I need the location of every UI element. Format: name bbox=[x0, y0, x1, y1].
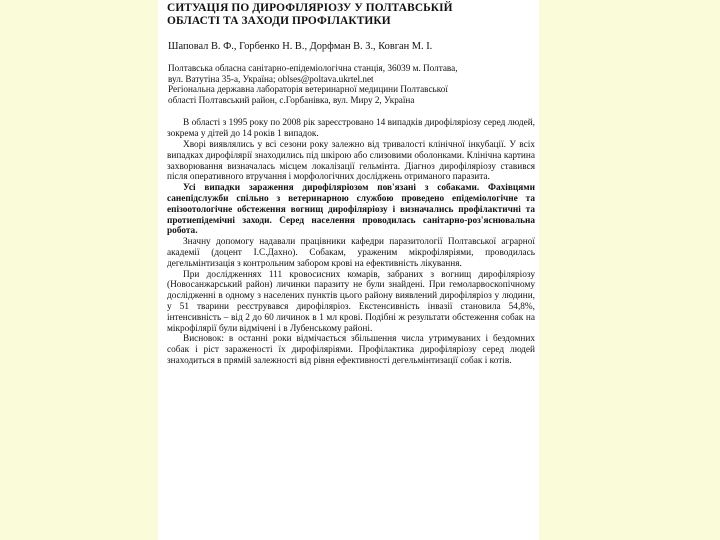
document-page bbox=[158, 0, 539, 540]
paragraph: При дослідженнях 111 кровосисних комарів, забраних з вогнищ дирофіляріозу (Новосанжарський район) личинки паразиту не були знайдені. При гемоларвоскопічному дослідженні в одному з населених пунктів цього району виявлений дирофіляріоз у людини, у 51 тварини реєструвався дирофіляріоз. Екстенсивність інвазії становила 54,8%, інтенсивність – від 2 до 60 личинок в 1 мл крові. Подібні ж результати обстеження собак на мікрофілярії були відмічені і в Лубенському районі. bbox=[167, 269, 535, 334]
paragraph: Усі випадки зараження дирофіляріозом пов'язані з собаками. Фахівцями санепідслужби спільно з ветеринарною службою проведено епідеміологічне та епізоотологічне обстеження вогнищ дирофіляріозу і визначались профілактичні та протиепідемічні заходи. Серед населення проводилась санітарно-роз'яснювальна робота. bbox=[167, 183, 535, 237]
affiliation-line-2: вул. Ватутіна 35-а, Україна; oblses@poltava.ukrtel.net bbox=[168, 73, 374, 84]
document-body bbox=[167, 118, 535, 366]
paragraph: Значну допомогу надавали працівники кафедри паразитології Полтавської аграрної академії (доцент І.С.Дахно). Собакам, ураженим мікрофіляріями, проводилась дегельмінтизація з контрольним забором крові на ефективність лікування. bbox=[167, 237, 535, 269]
affiliation-line-1: Полтавська обласна санітарно-епідеміологічна станція, 36039 м. Полтава, bbox=[168, 63, 458, 73]
title-line-2: ОБЛАСТІ ТА ЗАХОДИ ПРОФІЛАКТИКИ bbox=[167, 15, 391, 27]
paragraph: В області з 1995 року по 2008 рік зареєстровано 14 випадків дирофіляріозу серед людей, зокрема у дітей до 14 років 1 випадок. bbox=[167, 118, 535, 140]
affiliation-line-4: області Полтавський район, с.Горбанівка, вул. Миру 2, Україна bbox=[168, 94, 415, 105]
paragraph: Хворі виявлялись у всі сезони року залежно від тривалості клінічної інкубації. У всіх випадках дирофілярії знаходились під шкірою або слизовими оболонками. Клінічна картина захворювання визначалась місцем локалізації гельмінта. Діагноз дирофіляріозу ставився після оперативного втручання і морфологічних досліджень отриманого паразита. bbox=[167, 139, 535, 183]
authors: Шаповал В. Ф., Горбенко Н. В., Дорфман В. З., Ковган М. І. bbox=[168, 41, 433, 52]
affiliation-line-3: Регіональна державна лабораторія ветеринарної медицини Полтавської bbox=[168, 84, 448, 95]
title-line-1: СИТУАЦІЯ ПО ДИРОФІЛЯРІОЗУ У ПОЛТАВСЬКІЙ bbox=[167, 2, 453, 14]
paragraph: Висновок: в останні роки відмічається збільшення числа утримуваних і бездомних собак і ріст зараженості їх дирофіляріями. Профілактика дирофіляріозу серед людей знаходиться в прямій залежності від рівня ефективності дегельмінтизації собак і котів. bbox=[167, 334, 535, 366]
affiliation bbox=[168, 63, 535, 105]
document-title bbox=[167, 2, 535, 28]
